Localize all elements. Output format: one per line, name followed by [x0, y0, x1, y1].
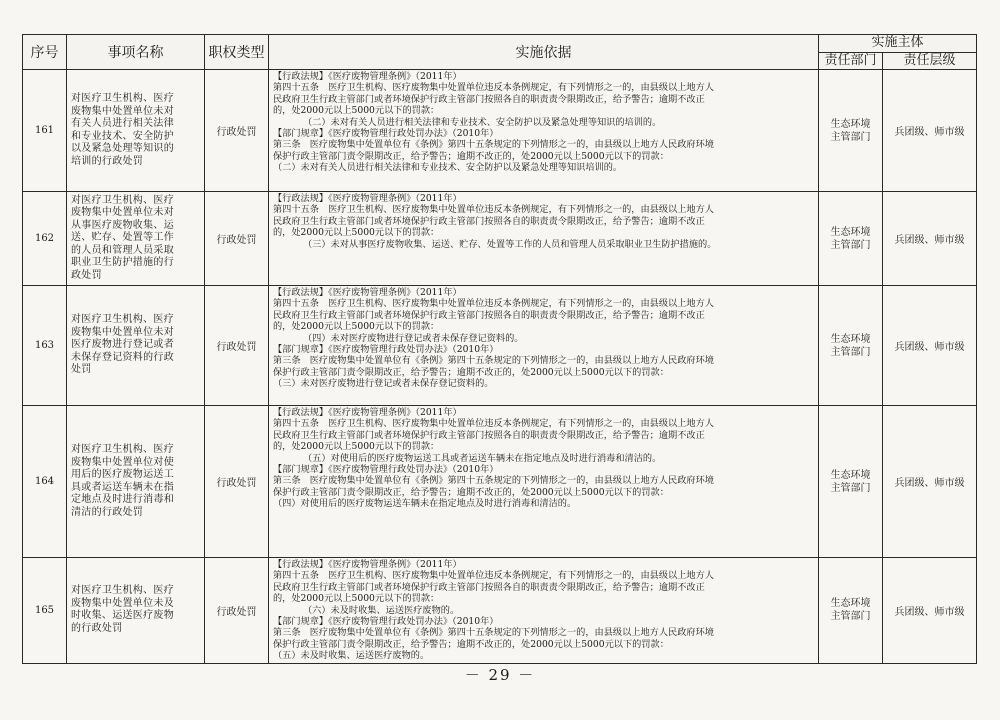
dept-line: 主管部门	[830, 239, 871, 251]
dept-line: 主管部门	[830, 131, 871, 143]
legal-basis-line: 【部门规章】《医疗废物管理行政处罚办法》（2010年）	[273, 616, 499, 628]
row-responsible-dept	[819, 286, 883, 406]
item-name-line: 从事医疗废物收集、运	[71, 219, 174, 231]
legal-basis-line: （三）未对医疗废物进行登记或者未保存登记资料的。	[273, 378, 494, 390]
row-responsible-level: 兵团级、师市级	[883, 558, 977, 664]
legal-basis-line: 【行政法规】《医疗废物管理条例》（2011年）	[273, 193, 462, 204]
row-power-type: 行政处罚	[205, 286, 269, 406]
legal-basis-line: 第三条 医疗废物集中处置单位有《条例》第四十五条规定的下列情形之一的，由县级以上地方人民政府环境	[273, 139, 714, 151]
legal-basis-line: （三）未对从事医疗废物收集、运送、贮存、处置等工作的人员和管理人员采取职业卫生防护措施的。	[303, 238, 717, 250]
row-power-type: 行政处罚	[205, 70, 269, 192]
row-legal-basis	[269, 406, 819, 558]
table-row	[23, 192, 977, 286]
item-name-line: 对医疗卫生机构、医疗	[71, 314, 174, 326]
item-name-line: 培训的行政处罚	[71, 155, 144, 167]
legal-basis-line: 民政府卫生行政主管部门或者环境保护行政主管部门按照各自的职责责令限期改正，给予警告；逾期不改正	[273, 429, 705, 441]
row-item-name	[67, 192, 205, 286]
row-responsible-level: 兵团级、师市级	[883, 192, 977, 286]
row-item-name	[67, 286, 205, 406]
row-item-name	[67, 70, 205, 192]
dept-line: 主管部门	[830, 482, 871, 494]
item-name-line: 的人员和管理人员采取	[71, 244, 174, 256]
legal-basis-line: （五）未及时收集、运送医疗废物的。	[273, 650, 430, 662]
legal-basis-line: （二）未对有关人员进行相关法律和专业技术、安全防护以及紧急处理等知识培训的。	[273, 162, 623, 174]
legal-basis-line: 民政府卫生行政主管部门或者环境保护行政主管部门按照各自的职责责令限期改正，给予警告；逾期不改正	[273, 93, 705, 105]
legal-basis-line: 的，处2000元以上5000元以下的罚款：	[273, 321, 440, 333]
item-name-line: 和专业技术、安全防护	[71, 130, 174, 142]
header-type: 职权类型	[205, 35, 269, 70]
legal-basis-line: 【行政法规】《医疗废物管理条例》（2011年）	[273, 407, 462, 418]
item-name-line: 废物集中处置单位未对	[71, 326, 174, 338]
document-sheet	[22, 34, 976, 664]
legal-basis-line: 保护行政主管部门责令限期改正，给予警告；逾期不改正的，处2000元以上5000元以下的罚款：	[273, 150, 669, 162]
row-seq: 162	[23, 192, 67, 286]
legal-basis-line: （五）对使用后的医疗废物运送工具或者运送车辆未在指定地点及时进行消毒和清洁的。	[303, 452, 662, 464]
legal-basis-line: 的，处2000元以上5000元以下的罚款：	[273, 227, 440, 239]
item-name-line: 以及紧急处理等知识的	[71, 143, 174, 154]
item-name-line: 的行政处罚	[71, 622, 123, 634]
item-name-line: 医疗废物进行登记或者	[71, 339, 174, 351]
legal-basis-line: 第四十五条 医疗卫生机构、医疗废物集中处置单位违反本条例规定，有下列情形之一的，由县级以上地方人	[273, 204, 714, 216]
item-name-line: 用后的医疗废物运送工	[71, 469, 174, 480]
item-name-line: 时收集、运送医疗废物	[71, 610, 174, 622]
row-power-type: 行政处罚	[205, 558, 269, 664]
legal-basis-line: 【部门规章】《医疗废物管理行政处罚办法》（2010年）	[273, 464, 499, 476]
legal-basis-line: 第三条 医疗废物集中处置单位有《条例》第四十五条规定的下列情形之一的，由县级以上地方人民政府环境	[273, 475, 714, 487]
dept-line: 生态环境	[830, 118, 871, 130]
page-number: － 29 －	[464, 666, 536, 684]
powers-table	[22, 34, 977, 664]
legal-basis-line: 民政府卫生行政主管部门或者环境保护行政主管部门按照各自的职责责令限期改正，给予警告；逾期不改正	[273, 215, 705, 227]
item-name-line: 废物集中处置单位未及	[71, 597, 174, 609]
table-row	[23, 286, 977, 406]
legal-basis-line: 保护行政主管部门责令限期改正，给予警告；逾期不改正的，处2000元以上5000元以下的罚款：	[273, 638, 669, 650]
legal-basis-line: 保护行政主管部门责令限期改正，给予警告；逾期不改正的，处2000元以上5000元以下的罚款：	[273, 366, 669, 378]
row-seq: 165	[23, 558, 67, 664]
row-power-type: 行政处罚	[205, 192, 269, 286]
dept-line: 生态环境	[830, 469, 871, 481]
legal-basis-line: 【部门规章】《医疗废物管理行政处罚办法》（2010年）	[273, 128, 499, 140]
legal-basis-line: （二）未对有关人员进行相关法律和专业技术、安全防护以及紧急处理等知识的培训的。	[303, 116, 662, 128]
header-subject: 实施主体	[819, 35, 977, 53]
dept-line: 主管部门	[830, 346, 871, 358]
header-name: 事项名称	[67, 35, 205, 70]
item-name-line: 对医疗卫生机构、医疗	[71, 194, 174, 206]
row-item-name	[67, 406, 205, 558]
legal-basis-line: 民政府卫生行政主管部门或者环境保护行政主管部门按照各自的职责责令限期改正，给予警告；逾期不改正	[273, 309, 705, 321]
legal-basis-line: 【行政法规】《医疗废物管理条例》（2011年）	[273, 287, 462, 298]
row-responsible-level: 兵团级、师市级	[883, 70, 977, 192]
legal-basis-line: 【部门规章】《医疗废物管理行政处罚办法》（2010年）	[273, 344, 499, 356]
item-name-line: 废物集中处置单位未对	[71, 105, 174, 117]
header-dept: 责任部门	[819, 52, 883, 70]
header-seq: 序号	[23, 35, 67, 70]
row-responsible-dept	[819, 70, 883, 192]
legal-basis-line: 的，处2000元以上5000元以下的罚款：	[273, 441, 440, 453]
row-responsible-dept	[819, 406, 883, 558]
row-power-type: 行政处罚	[205, 406, 269, 558]
item-name-line: 对医疗卫生机构、医疗	[71, 444, 174, 455]
item-name-line: 废物集中处置单位未对	[71, 207, 174, 219]
row-seq: 161	[23, 70, 67, 192]
row-responsible-level: 兵团级、师市级	[883, 406, 977, 558]
row-legal-basis	[269, 286, 819, 406]
item-name-line: 对医疗卫生机构、医疗	[71, 585, 174, 597]
item-name-line: 处罚	[71, 364, 92, 376]
dept-line: 生态环境	[830, 226, 871, 238]
item-name-line: 对医疗卫生机构、医疗	[71, 93, 174, 104]
header-basis: 实施依据	[269, 35, 819, 70]
item-name-line: 废物集中处置单位对使	[71, 456, 174, 468]
table-row	[23, 70, 977, 192]
legal-basis-line: 第三条 医疗废物集中处置单位有《条例》第四十五条规定的下列情形之一的，由县级以上地方人民政府环境	[273, 627, 714, 639]
item-name-line: 送、贮存、处置等工作	[71, 232, 174, 244]
table-row	[23, 558, 977, 664]
legal-basis-line: （四）对使用后的医疗废物运送车辆未在指定地点及时进行消毒和清洁的。	[273, 498, 577, 510]
row-legal-basis	[269, 70, 819, 192]
dept-line: 生态环境	[830, 598, 871, 610]
header-level: 责任层级	[883, 52, 977, 70]
item-name-line: 有关人员进行相关法律	[71, 118, 174, 129]
legal-basis-line: 的，处2000元以上5000元以下的罚款：	[273, 105, 440, 117]
row-seq: 164	[23, 406, 67, 558]
row-responsible-dept	[819, 192, 883, 286]
row-seq: 163	[23, 286, 67, 406]
dept-line: 主管部门	[830, 611, 871, 623]
legal-basis-line: 【行政法规】《医疗废物管理条例》（2011年）	[273, 71, 462, 82]
row-legal-basis	[269, 192, 819, 286]
item-name-line: 职业卫生防护措施的行	[71, 257, 174, 269]
legal-basis-line: 保护行政主管部门责令限期改正，给予警告；逾期不改正的，处2000元以上5000元以下的罚款：	[273, 486, 669, 498]
legal-basis-line: 第四十五条 医疗卫生机构、医疗废物集中处置单位违反本条例规定，有下列情形之一的，由县级以上地方人	[273, 570, 714, 582]
legal-basis-line: 【行政法规】《医疗废物管理条例》（2011年）	[273, 559, 462, 570]
legal-basis-line: 第四十五条 医疗卫生机构、医疗废物集中处置单位违反本条例规定，有下列情形之一的，由县级以上地方人	[273, 418, 714, 430]
row-legal-basis	[269, 558, 819, 664]
item-name-line: 清洁的行政处罚	[71, 506, 144, 518]
item-name-line: 定地点及时进行消毒和	[71, 494, 174, 505]
item-name-line: 未保存登记资料的行政	[71, 351, 174, 363]
row-responsible-level: 兵团级、师市级	[883, 286, 977, 406]
table-row	[23, 406, 977, 558]
item-name-line: 具或者运送车辆未在指	[71, 481, 174, 493]
item-name-line: 政处罚	[71, 269, 102, 281]
dept-line: 生态环境	[830, 333, 871, 345]
legal-basis-line: （六）未及时收集、运送医疗废物的。	[303, 604, 460, 616]
legal-basis-line: 民政府卫生行政主管部门或者环境保护行政主管部门按照各自的职责责令限期改正，给予警告；逾期不改正	[273, 581, 705, 593]
legal-basis-line: 第四十五条 医疗卫生机构、医疗废物集中处置单位违反本条例规定，有下列情形之一的，由县级以上地方人	[273, 298, 714, 310]
legal-basis-line: 的，处2000元以上5000元以下的罚款：	[273, 593, 440, 605]
legal-basis-line: 第四十五条 医疗卫生机构、医疗废物集中处置单位违反本条例规定，有下列情形之一的，由县级以上地方人	[273, 82, 714, 94]
legal-basis-line: （四）未对医疗废物进行登记或者未保存登记资料的。	[303, 332, 524, 344]
row-item-name	[67, 558, 205, 664]
legal-basis-line: 第三条 医疗废物集中处置单位有《条例》第四十五条规定的下列情形之一的，由县级以上地方人民政府环境	[273, 355, 714, 367]
row-responsible-dept	[819, 558, 883, 664]
